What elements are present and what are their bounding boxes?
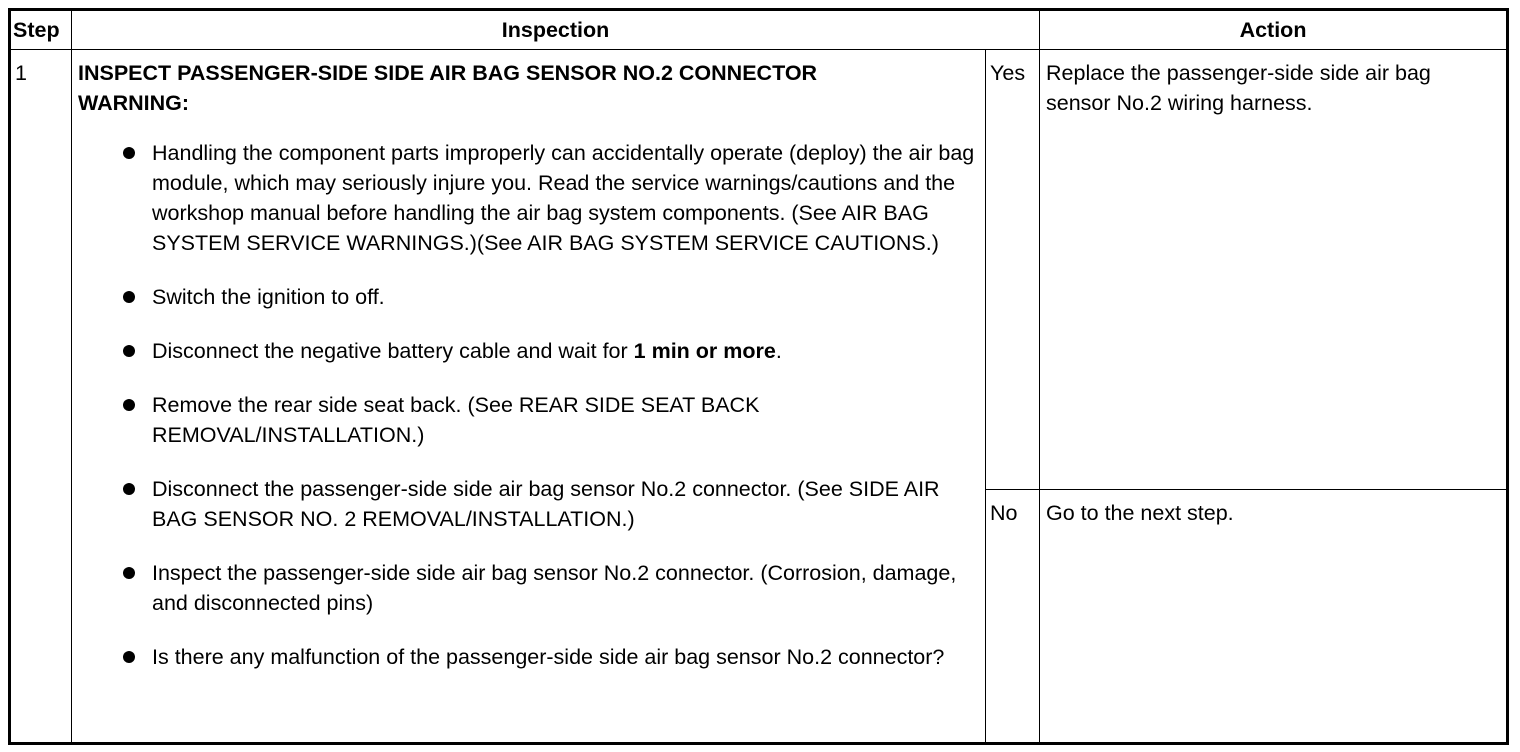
step-number: 1 — [10, 50, 72, 744]
bullet-icon — [123, 399, 135, 411]
no-label: No — [986, 490, 1040, 744]
action-header: Action — [1040, 10, 1508, 50]
bullet-icon — [123, 291, 135, 303]
bullet-icon — [123, 147, 135, 159]
list-item: Switch the ignition to off. — [78, 282, 979, 312]
inspection-procedure-table — [8, 8, 1509, 745]
yes-row — [10, 50, 1508, 490]
list-item: Handling the component parts improperly can accidentally operate (deploy) the air bag module, which may seriously injure you. Read the service warnings/cautions and the workshop manual before handling the air bag system components. (See AIR BAG SYSTEM SERVICE WARNINGS.)(See AIR BAG SYSTEM SERVICE CAUTIONS.) — [78, 138, 979, 258]
yes-label: Yes — [986, 50, 1040, 490]
inspection-title-line1: INSPECT PASSENGER-SIDE SIDE AIR BAG SENSOR NO.2 CONNECTOR — [78, 61, 818, 85]
inspection-steps-list — [78, 138, 979, 672]
list-item: Inspect the passenger-side side air bag sensor No.2 connector. (Corrosion, damage, and disconnected pins) — [78, 558, 979, 618]
list-item: Disconnect the passenger-side side air bag sensor No.2 connector. (See SIDE AIR BAG SENSOR NO. 2 REMOVAL/INSTALLATION.) — [78, 474, 979, 534]
inspection-title — [78, 58, 979, 118]
header-row — [10, 10, 1508, 50]
step-header: Step — [10, 10, 72, 50]
bullet-icon — [123, 567, 135, 579]
list-item: Disconnect the negative battery cable and wait for 1 min or more. — [78, 336, 979, 366]
bullet-icon — [123, 345, 135, 357]
list-item: Remove the rear side seat back. (See REAR SIDE SEAT BACK REMOVAL/INSTALLATION.) — [78, 390, 979, 450]
bullet-icon — [123, 651, 135, 663]
list-item: Is there any malfunction of the passenger-side side air bag sensor No.2 connector? — [78, 642, 979, 672]
bullet-icon — [123, 483, 135, 495]
warning-label: WARNING: — [78, 91, 190, 115]
no-action: Go to the next step. — [1040, 490, 1508, 744]
wait-time: 1 min or more — [633, 339, 776, 363]
inspection-header: Inspection — [72, 10, 1040, 50]
inspection-cell — [72, 50, 986, 744]
yes-action: Replace the passenger-side side air bag sensor No.2 wiring harness. — [1040, 50, 1508, 490]
